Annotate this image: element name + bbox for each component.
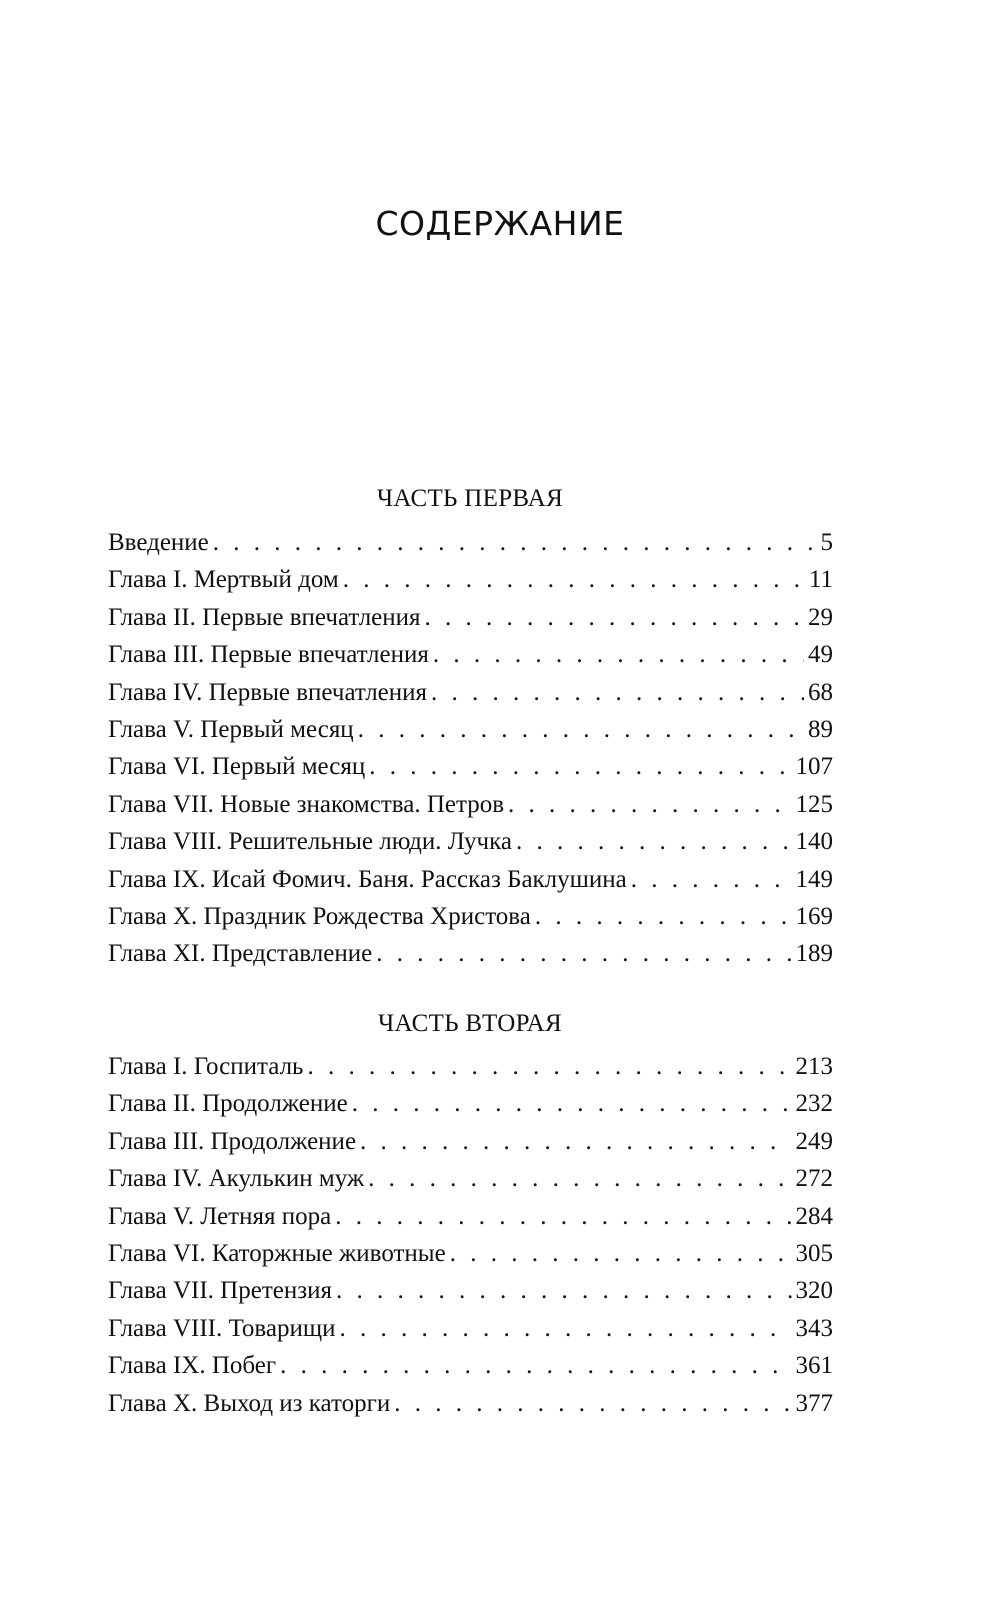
- toc-entry[interactable]: [108, 786, 833, 823]
- toc-list-part-second: [108, 1048, 833, 1422]
- toc-entry-page-number: 107: [795, 753, 833, 781]
- toc-entry-page-number: 272: [795, 1165, 833, 1193]
- toc-entry[interactable]: [108, 898, 833, 935]
- toc-entry-page-number: 361: [795, 1352, 833, 1380]
- toc-dot-leader: [335, 1198, 791, 1235]
- toc-entry[interactable]: [108, 1310, 833, 1347]
- toc-dot-leader: [376, 935, 791, 972]
- toc-entry-page-number: 213: [795, 1053, 833, 1080]
- toc-dot-leader: [433, 636, 804, 673]
- toc-entry-page-number: 189: [795, 940, 833, 968]
- toc-list-part-first: [108, 524, 833, 973]
- toc-entry-title: Введение: [108, 529, 209, 556]
- part-heading-first: ЧАСТЬ ПЕРВАЯ: [376, 485, 564, 512]
- toc-entry[interactable]: [108, 674, 833, 711]
- toc-entry[interactable]: [108, 1385, 833, 1422]
- toc-entry-title: Глава II. Продолжение: [108, 1090, 348, 1118]
- toc-dot-leader: [343, 561, 805, 598]
- toc-dot-leader: [516, 823, 792, 860]
- toc-dot-leader: [352, 1085, 792, 1122]
- toc-entry-title: Глава IV. Акулькин муж: [108, 1165, 365, 1193]
- toc-entry-title: Глава VIII. Товарищи: [108, 1314, 336, 1342]
- toc-dot-leader: [358, 711, 804, 748]
- toc-dot-leader: [425, 599, 804, 636]
- toc-dot-leader: [535, 898, 792, 935]
- toc-entry[interactable]: [108, 711, 833, 748]
- toc-entry-title: Глава III. Первые впечатления: [108, 641, 429, 669]
- toc-entry[interactable]: [108, 935, 833, 972]
- toc-dot-leader: [450, 1235, 792, 1272]
- toc-entry[interactable]: [108, 524, 833, 561]
- toc-entry[interactable]: [108, 561, 833, 598]
- toc-entry-page-number: 49: [808, 641, 833, 669]
- toc-entry-page-number: 149: [795, 865, 833, 893]
- toc-entry-page-number: 320: [795, 1277, 833, 1305]
- toc-entry-title: Глава VII. Претензия: [108, 1277, 332, 1305]
- toc-entry-page-number: 11: [808, 566, 833, 594]
- toc-entry-title: Глава IX. Побег: [108, 1352, 277, 1380]
- toc-dot-leader: [369, 748, 791, 785]
- toc-entry-title: Глава VII. Новые знакомства. Петров: [108, 790, 505, 818]
- toc-entry-page-number: 140: [795, 828, 833, 856]
- toc-entry[interactable]: [108, 1160, 833, 1197]
- toc-entry-page-number: 89: [808, 715, 833, 743]
- toc-entry[interactable]: [108, 1123, 833, 1160]
- toc-entry[interactable]: [108, 1198, 833, 1235]
- toc-dot-leader: [631, 861, 792, 898]
- toc-entry-page-number: 377: [795, 1389, 833, 1417]
- toc-entry-page-number: 249: [795, 1127, 833, 1155]
- toc-entry-title: Глава IV. Первые впечатления: [108, 678, 428, 706]
- toc-entry-title: Глава XI. Представление: [108, 940, 373, 968]
- toc-entry-page-number: 284: [795, 1202, 833, 1230]
- toc-entry-title: Глава VI. Первый месяц: [108, 753, 366, 781]
- toc-entry-page-number: 29: [808, 603, 833, 631]
- toc-entry-page-number: 125: [795, 790, 833, 818]
- toc-entry[interactable]: [108, 861, 833, 898]
- toc-dot-leader: [336, 1272, 792, 1309]
- toc-dot-leader: [508, 786, 791, 823]
- toc-entry-page-number: 343: [795, 1314, 833, 1342]
- toc-entry[interactable]: [108, 599, 833, 636]
- toc-entry-title: Глава VI. Каторжные животные: [108, 1239, 446, 1267]
- toc-entry-title: Глава II. Первые впечатления: [108, 603, 421, 631]
- toc-entry[interactable]: [108, 636, 833, 673]
- toc-entry-title: Глава X. Праздник Рождества Христова: [108, 902, 531, 930]
- toc-entry[interactable]: [108, 1235, 833, 1272]
- toc-entry[interactable]: [108, 823, 833, 860]
- toc-dot-leader: [339, 1310, 791, 1347]
- toc-entry-page-number: 232: [795, 1090, 833, 1118]
- toc-entry-title: Глава I. Госпиталь: [108, 1053, 304, 1080]
- toc-entry-title: Глава X. Выход из каторги: [108, 1389, 391, 1417]
- toc-entry[interactable]: [108, 1272, 833, 1309]
- toc-entry[interactable]: [108, 1048, 833, 1085]
- toc-dot-leader: [280, 1347, 791, 1384]
- toc-entry-title: Глава V. Летняя пора: [108, 1202, 332, 1230]
- toc-entry[interactable]: [108, 1085, 833, 1122]
- toc-entry-page-number: 68: [808, 678, 833, 706]
- toc-dot-leader: [360, 1123, 791, 1160]
- toc-entry-title: Глава I. Мертвый дом: [108, 566, 339, 594]
- toc-dot-leader: [431, 674, 804, 711]
- part-heading-second: ЧАСТЬ ВТОРАЯ: [378, 1010, 562, 1037]
- page-title: СОДЕРЖАНИЕ: [375, 204, 625, 243]
- toc-entry-title: Глава III. Продолжение: [108, 1127, 357, 1155]
- toc-entry[interactable]: [108, 1347, 833, 1384]
- toc-entry-title: Глава IX. Исай Фомич. Баня. Рассказ Баклушина: [108, 865, 627, 893]
- toc-dot-leader: [368, 1160, 791, 1197]
- toc-entry-page-number: 169: [795, 902, 833, 930]
- toc-entry-page-number: 5: [820, 529, 833, 556]
- toc-dot-leader: [394, 1385, 791, 1422]
- toc-dot-leader: [213, 524, 817, 561]
- toc-entry-title: Глава V. Первый месяц: [108, 715, 354, 743]
- toc-dot-leader: [307, 1048, 791, 1085]
- toc-entry-title: Глава VIII. Решительные люди. Лучка: [108, 828, 512, 856]
- toc-entry[interactable]: [108, 748, 833, 785]
- toc-entry-page-number: 305: [795, 1239, 833, 1267]
